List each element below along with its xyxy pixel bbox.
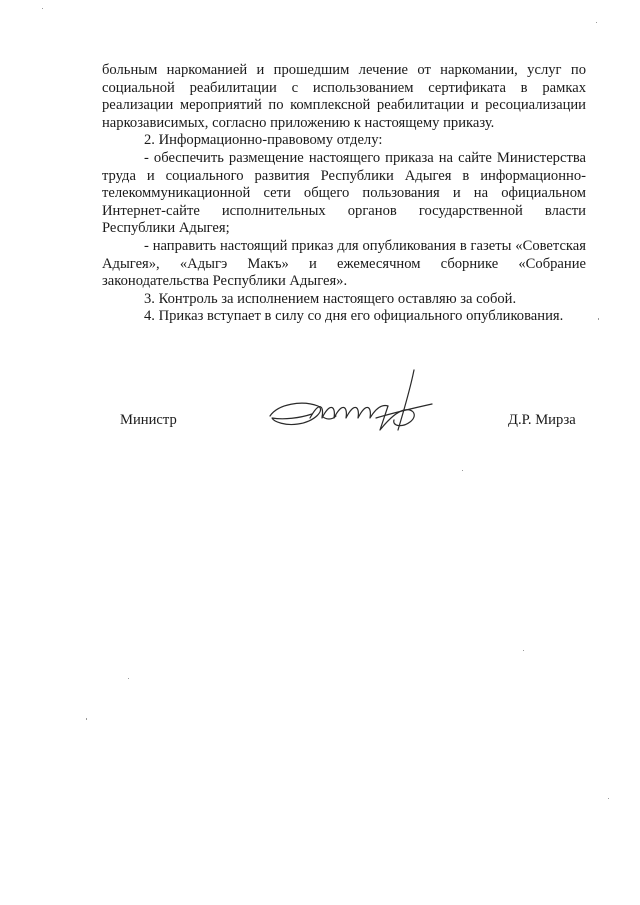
- signatory-name: Д.Р. Мирза: [508, 412, 576, 428]
- scan-speck: [86, 718, 87, 720]
- scan-speck: [523, 650, 524, 651]
- scan-speck: [128, 678, 129, 679]
- paragraph-subitem-publish-site: - обеспечить размещение настоящего приказа на сайте Министерства труда и социального развития Республики Адыгея в информационно-телекоммуникационной сети общего пользования и на официальном Интернет-сайте исполнительных органов государственной власти Республики Адыгея;: [102, 149, 586, 237]
- scan-speck: [608, 798, 609, 799]
- scan-speck: [462, 470, 463, 471]
- paragraph-item-3: 3. Контроль за исполнением настоящего оставляю за собой.: [144, 290, 517, 307]
- signatory-title: Министр: [120, 412, 177, 428]
- scan-speck: [598, 318, 599, 320]
- paragraph-subitem-publish-newspapers: - направить настоящий приказ для опубликования в газеты «Советская Адыгея», «Адыгэ Макъ» и ежемесячном сборнике «Собрание законодательства Республики Адыгея».: [102, 237, 586, 290]
- paragraph-continuation: больным наркоманией и прошедшим лечение от наркомании, услуг по социальной реабилитации с использованием сертификата в рамках реализации мероприятий по комплексной реабилитации и ресоциализации наркозависимых, согласно приложению к настоящему приказу.: [102, 62, 586, 131]
- paragraph-item-4: 4. Приказ вступает в силу со дня его официального опубликования.: [144, 308, 564, 325]
- paragraph-item-2: 2. Информационно-правовому отделу:: [144, 132, 383, 149]
- signature-block: [0, 408, 640, 448]
- scan-speck: [596, 22, 597, 23]
- scan-speck: [42, 8, 43, 9]
- document-body: [102, 62, 586, 326]
